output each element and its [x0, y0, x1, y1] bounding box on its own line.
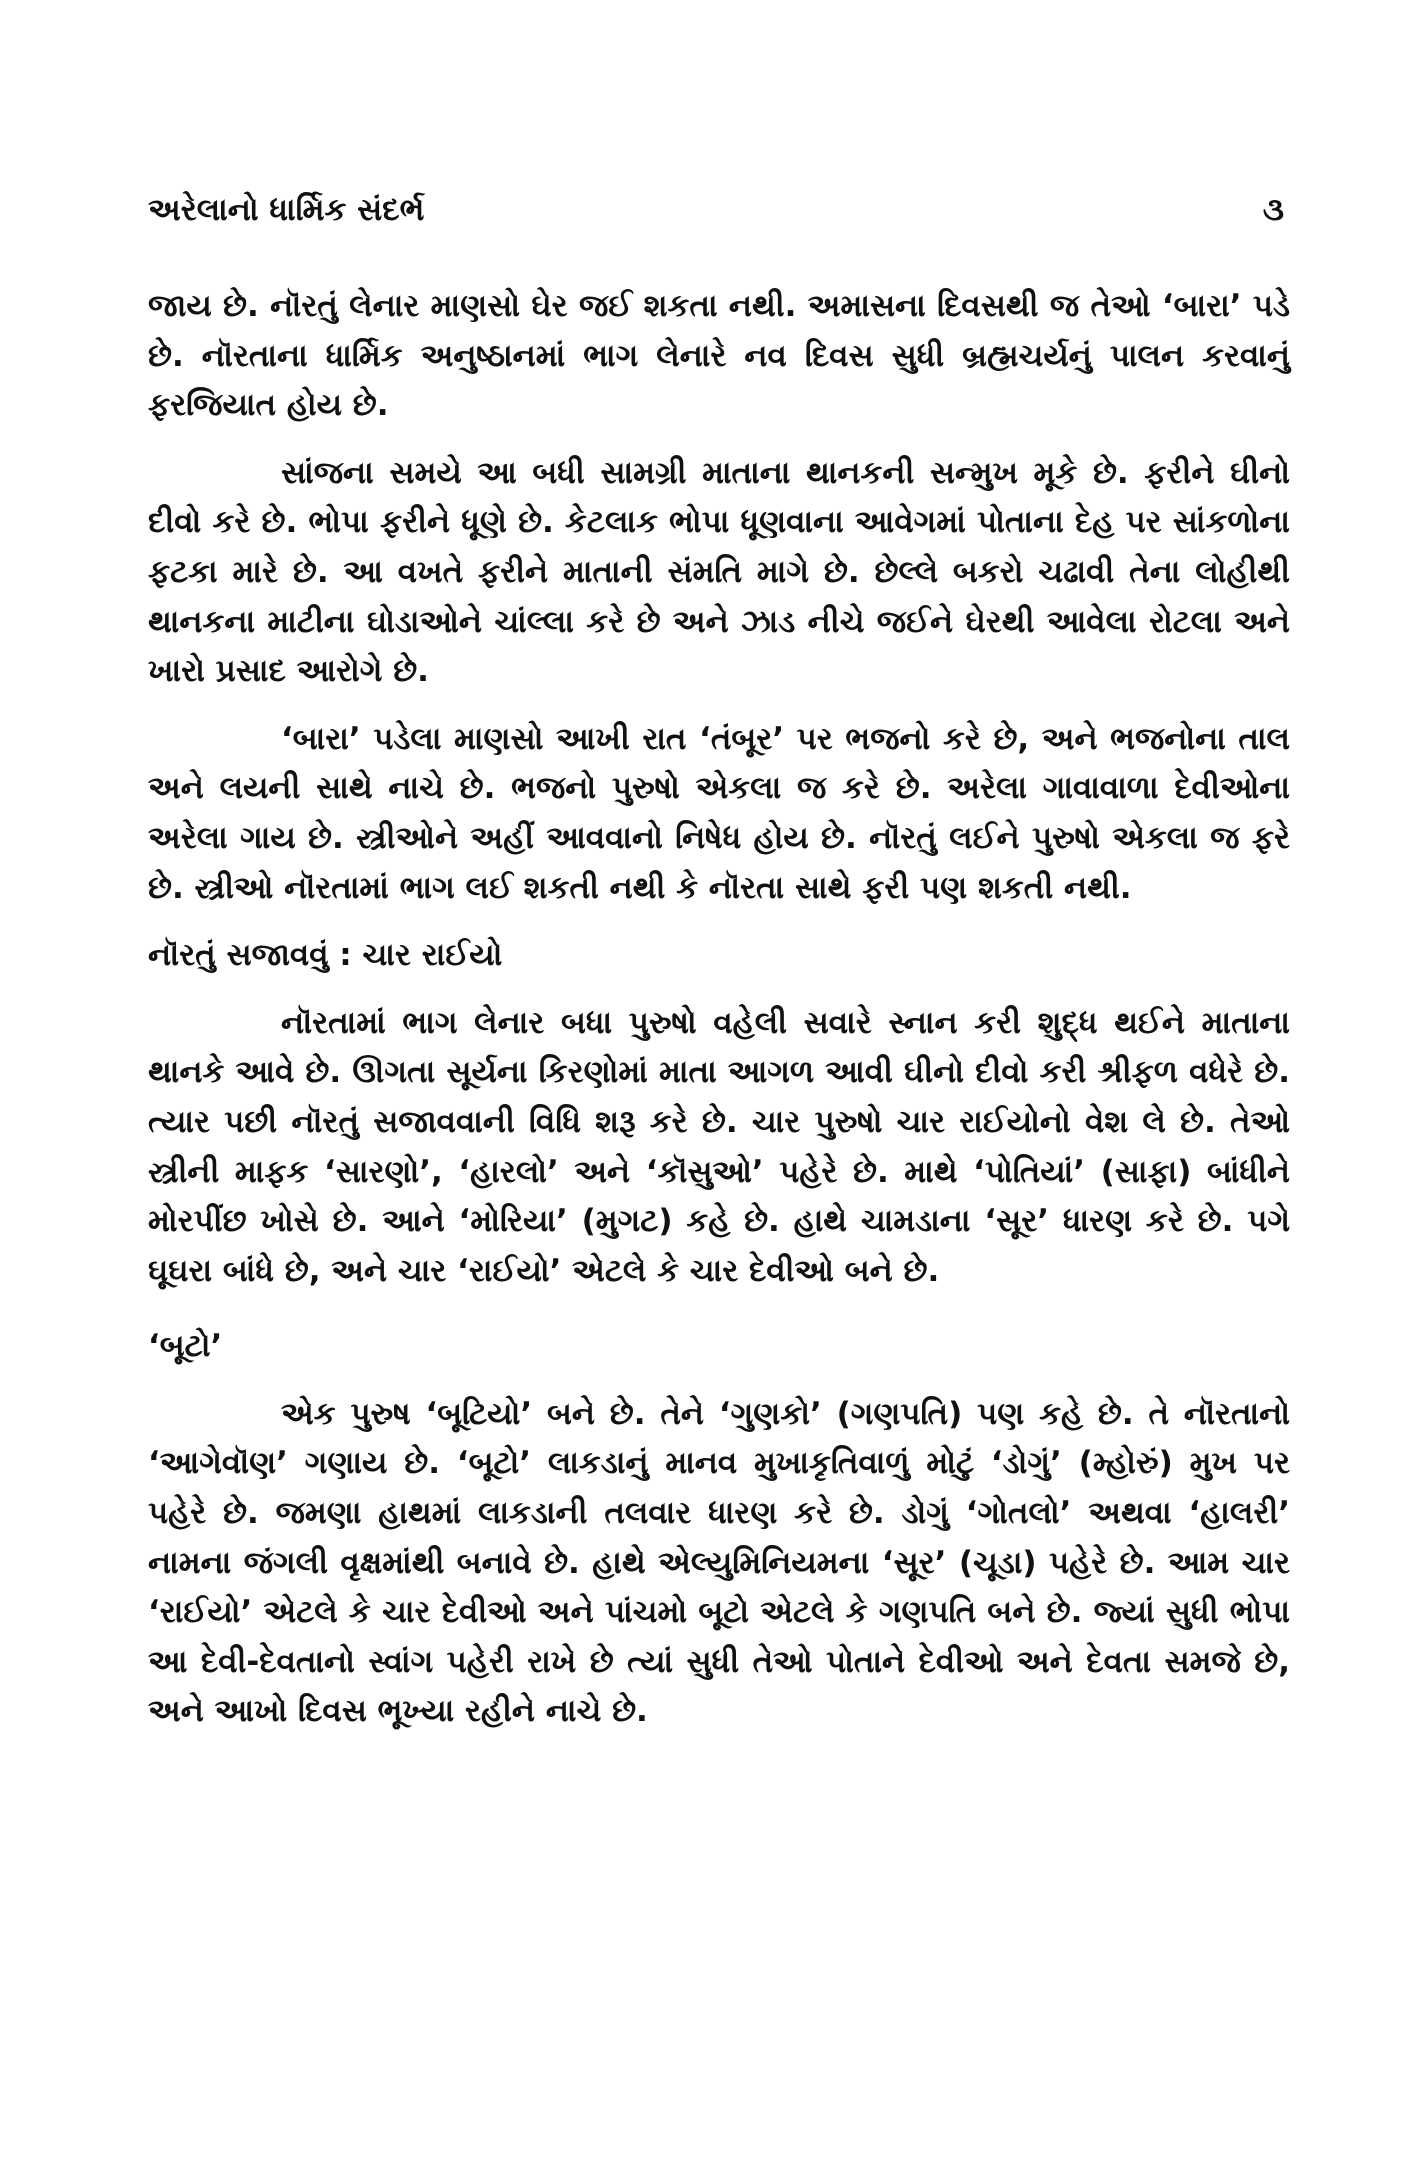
- paragraph-continuation: જાય છે. નૉરતું લેનાર માણસો ઘેર જઈ શકતા નથી. અમાસના દિવસથી જ તેઓ ‘બારા’ પડે છે. નૉરતાના ધાર્મિક અનુષ્ઠાનમાં ભાગ લેનારે નવ દિવસ સુધી બ્રહ્મચર્યનું પાલન કરવાનું ફરજિયાત હોય છે.: [148, 288, 1290, 424]
- paragraph-bhajans: ‘બારા’ પડેલા માણસો આખી રાત ‘તંબૂર’ પર ભજનો કરે છે, અને ભજનોના તાલ અને લયની સાથે નાચે છે. ભજનો પુરુષો એકલા જ કરે છે. અરેલા ગાવાવાળા દેવીઓના અરેલા ગાય છે. સ્ત્રીઓને અહીં આવવાનો નિષેધ હોય છે. નૉરતું લઈને પુરુષો એકલા જ ફરે છે. સ્ત્રીઓ નૉરતામાં ભાગ લઈ શકતી નથી કે નૉરતા સાથે ફરી પણ શકતી નથી.: [148, 720, 1290, 906]
- page-header: [148, 190, 1290, 256]
- page-number: ૩: [1262, 190, 1284, 228]
- running-title: અરેલાનો ધાર્મિક સંદર્ભ: [148, 192, 425, 228]
- paragraph-evening-ritual: સાંજના સમયે આ બધી સામગ્રી માતાના થાનકની સન્મુખ મૂકે છે. ફરીને ઘીનો દીવો કરે છે. ભોપા ફરીને ધૂણે છે. કેટલાક ભોપા ધૂણવાના આવેગમાં પોતાના દેહ પર સાંકળોના ફટકા મારે છે. આ વખતે ફરીને માતાની સંમતિ માગે છે. છેલ્લે બકરો ચઢાવી તેના લોહીથી થાનકના માટીના ઘોડાઓને ચાંલ્લા કરે છે અને ઝાડ નીચે જઈને ઘેરથી આવેલા રોટલા અને ખારો પ્રસાદ આરોગે છે.: [148, 454, 1290, 690]
- section-heading-booto: ‘બૂટો’: [148, 1328, 223, 1365]
- section-heading-noratu: નૉરતું સજાવવું : ચાર રાઈયો: [148, 937, 503, 974]
- paragraph-booto: એક પુરુષ ‘બૂટિયો’ બને છે. તેને ‘ગુણકો’ (ગણપતિ) પણ કહે છે. તે નૉરતાનો ‘આગેવૉણ’ ગણાય છે. ‘બૂટો’ લાકડાનું માનવ મુખાકૃતિવાળું મોટું ‘ડોગું’ (મ્હોરું) મુખ પર પહેરે છે. જમણા હાથમાં લાકડાની તલવાર ધારણ કરે છે. ડોગું ‘ગોતલો’ અથવા ‘હાલરી’ નામના જંગલી વૃક્ષમાંથી બનાવે છે. હાથે એલ્યુમિનિયમના ‘સૂર’ (ચૂડા) પહેરે છે. આમ ચાર ‘રાઈયો’ એટલે કે ચાર દેવીઓ અને પાંચમો બૂટો એટલે કે ગણપતિ બને છે. જ્યાં સુધી ભોપા આ દેવી-દેવતાનો સ્વાંગ પહેરી રાખે છે ત્યાં સુધી તેઓ પોતાને દેવીઓ અને દેવતા સમજે છે, અને આખો દિવસ ભૂખ્યા રહીને નાચે છે.: [148, 1395, 1290, 1730]
- book-page: [148, 190, 1290, 2090]
- paragraph-noratu: નૉરતામાં ભાગ લેનાર બધા પુરુષો વહેલી સવારે સ્નાન કરી શુદ્ધ થઈને માતાના થાનકે આવે છે. ઊગતા સૂર્યના કિરણોમાં માતા આગળ આવી ઘીનો દીવો કરી શ્રીફળ વધેરે છે. ત્યાર પછી નૉરતું સજાવવાની વિધિ શરૂ કરે છે. ચાર પુરુષો ચાર રાઈયોનો વેશ લે છે. તેઓ સ્ત્રીની માફક ‘સારણો’, ‘હારલો’ અને ‘કૉસુઓ’ પહેરે છે. માથે ‘પોતિયાં’ (સાફા) બાંધીને મોરપીંછ ખોસે છે. આને ‘મોરિયા’ (મુગટ) કહે છે. હાથે ચામડાના ‘સૂર’ ધારણ કરે છે. પગે ઘૂઘરા બાંધે છે, અને ચાર ‘રાઈયો’ એટલે કે ચાર દેવીઓ બને છે.: [148, 1004, 1290, 1289]
